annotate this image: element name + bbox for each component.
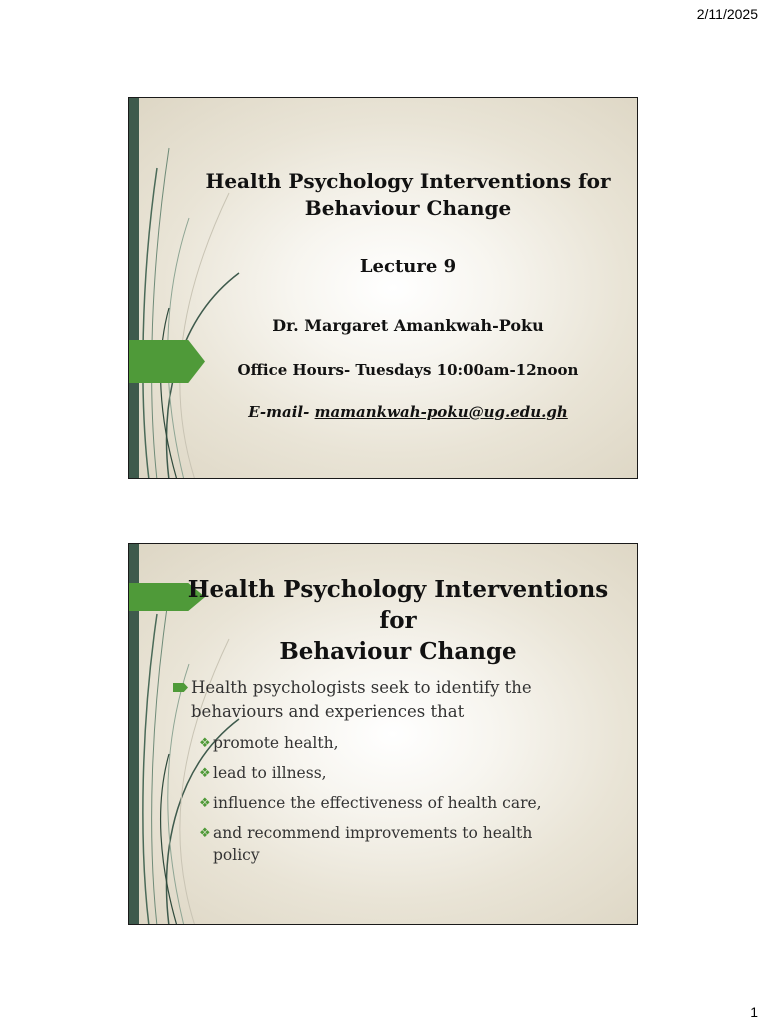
page-date: 2/11/2025 [696, 6, 758, 22]
slide-1-title: Health Psychology Interventions for Behaviour Change [205, 169, 611, 220]
email-link[interactable]: mamankwah-poku@ug.edu.gh [314, 403, 568, 421]
email-line [189, 403, 627, 421]
slide-2 [128, 543, 638, 925]
office-hours: Office Hours- Tuesdays 10:00am-12noon [237, 361, 579, 379]
main-bullet-text: Health psychologists seek to identify the behaviours and experiences that [191, 678, 532, 721]
arrow-bullet-icon [173, 683, 188, 692]
diamond-bullet-icon: ❖ [199, 736, 211, 751]
sub-bullet-item: ❖ and recommend improvements to health policy [199, 824, 533, 864]
slide-2-title: Health Psychology Interventions for Behaviour Change [187, 576, 609, 665]
slide-1 [128, 97, 638, 479]
instructor-name: Dr. Margaret Amankwah-Poku [272, 316, 544, 335]
email-label: E-mail- [248, 403, 315, 421]
sub-bullet-item: ❖ promote health, [199, 732, 559, 754]
diamond-bullet-icon: ❖ [199, 766, 211, 781]
decorative-grass-curves [129, 98, 638, 479]
diamond-bullet-icon: ❖ [199, 826, 211, 841]
main-bullet [173, 676, 533, 724]
lecture-number: Lecture 9 [359, 256, 457, 277]
slide-left-bar [129, 98, 139, 478]
diamond-bullet-icon: ❖ [199, 796, 211, 811]
sub-bullet-item: ❖ lead to illness, [199, 762, 559, 784]
sub-bullet-list [199, 732, 559, 874]
sub-bullet-item: ❖ influence the effectiveness of health care, [199, 792, 559, 814]
page-number: 1 [750, 1004, 758, 1020]
